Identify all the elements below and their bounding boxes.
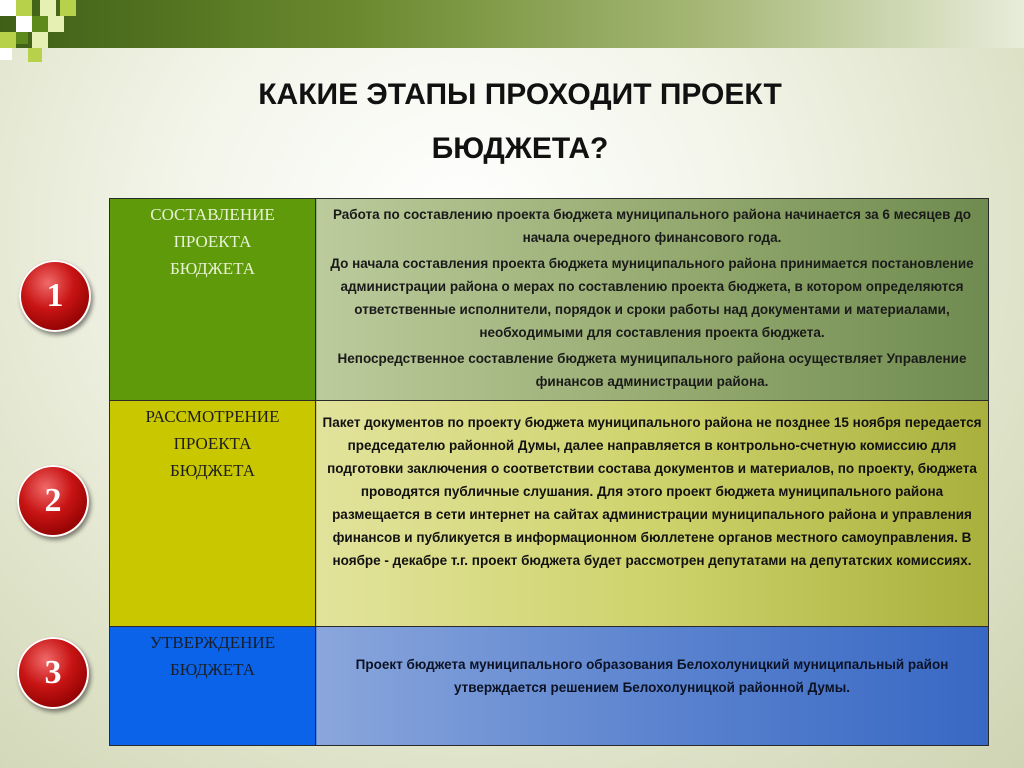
stage-row-approval bbox=[110, 626, 989, 745]
stage-name-cell bbox=[110, 400, 316, 626]
stage-description-cell bbox=[316, 626, 989, 745]
stage-description-paragraph: Работа по составлению проекта бюджета муниципального района начинается за 6 месяцев до начала очередного финансового года. bbox=[332, 207, 972, 245]
stage-name-line: СОСТАВЛЕНИЕ bbox=[150, 205, 275, 224]
header-decoration-bar bbox=[0, 0, 1024, 48]
stage-3-number-icon: 3 bbox=[17, 637, 89, 709]
stage-row-compilation bbox=[110, 199, 989, 401]
stage-name-line: ПРОЕКТА bbox=[173, 433, 252, 453]
stage-name-cell bbox=[110, 626, 316, 745]
stage-name-cell bbox=[110, 199, 316, 401]
stage-description-cell bbox=[316, 199, 989, 401]
stages-table bbox=[109, 198, 989, 746]
stage-1-number-icon: 1 bbox=[19, 260, 91, 332]
stage-name-line: ПРОЕКТА bbox=[173, 232, 252, 251]
stage-name-line: БЮДЖЕТА bbox=[170, 259, 255, 278]
stage-row-review bbox=[110, 400, 989, 626]
stage-name-line: БЮДЖЕТА bbox=[170, 460, 255, 480]
title-line-1: КАКИЕ ЭТАПЫ ПРОХОДИТ ПРОЕКТ bbox=[258, 78, 782, 111]
stage-description-paragraph: Пакет документов по проекту бюджета муниципального района не позднее 15 ноября передается председателю районной Думы, далее направляется в контрольно-счетную комиссию для подготовки заключения о соответствии состава документов и материалов, по проекту, бюджета проводятся публичные слушания. Для этого проект бюджета муниципального района размещается в сети интернет на сайтах администрации муниципального района и управления финансов и публикуется в информационном бюллетене органов местного самоуправления. В ноябре - декабре т.г. проект бюджета будет рассмотрен депутатами на депутатских комиссиях. bbox=[322, 414, 982, 568]
stage-name-line: БЮДЖЕТА bbox=[170, 659, 255, 679]
stage-name-line: РАССМОТРЕНИЕ bbox=[145, 406, 280, 426]
stage-description-cell bbox=[316, 400, 989, 626]
stage-description-paragraph: Проект бюджета муниципального образования Белохолуницкий муниципальный район утверждается решением Белохолуницкой районной Думы. bbox=[355, 657, 949, 696]
stage-name-line: УТВЕРЖДЕНИЕ bbox=[149, 632, 276, 652]
title-line-2: БЮДЖЕТА? bbox=[431, 132, 609, 165]
stage-description-paragraph: До начала составления проекта бюджета муниципального района принимается постановление администрации района о мерах по составлению проекта бюджета, в котором определяются ответственные исполнители, порядок и сроки работы над документами и материалами, необходимыми для составления проекта бюджета. bbox=[330, 256, 974, 340]
stage-2-number-icon: 2 bbox=[17, 465, 89, 537]
stage-description-paragraph: Непосредственное составление бюджета муниципального района осуществляет Управление финансов администрации района. bbox=[337, 351, 967, 389]
page-title bbox=[120, 68, 920, 176]
